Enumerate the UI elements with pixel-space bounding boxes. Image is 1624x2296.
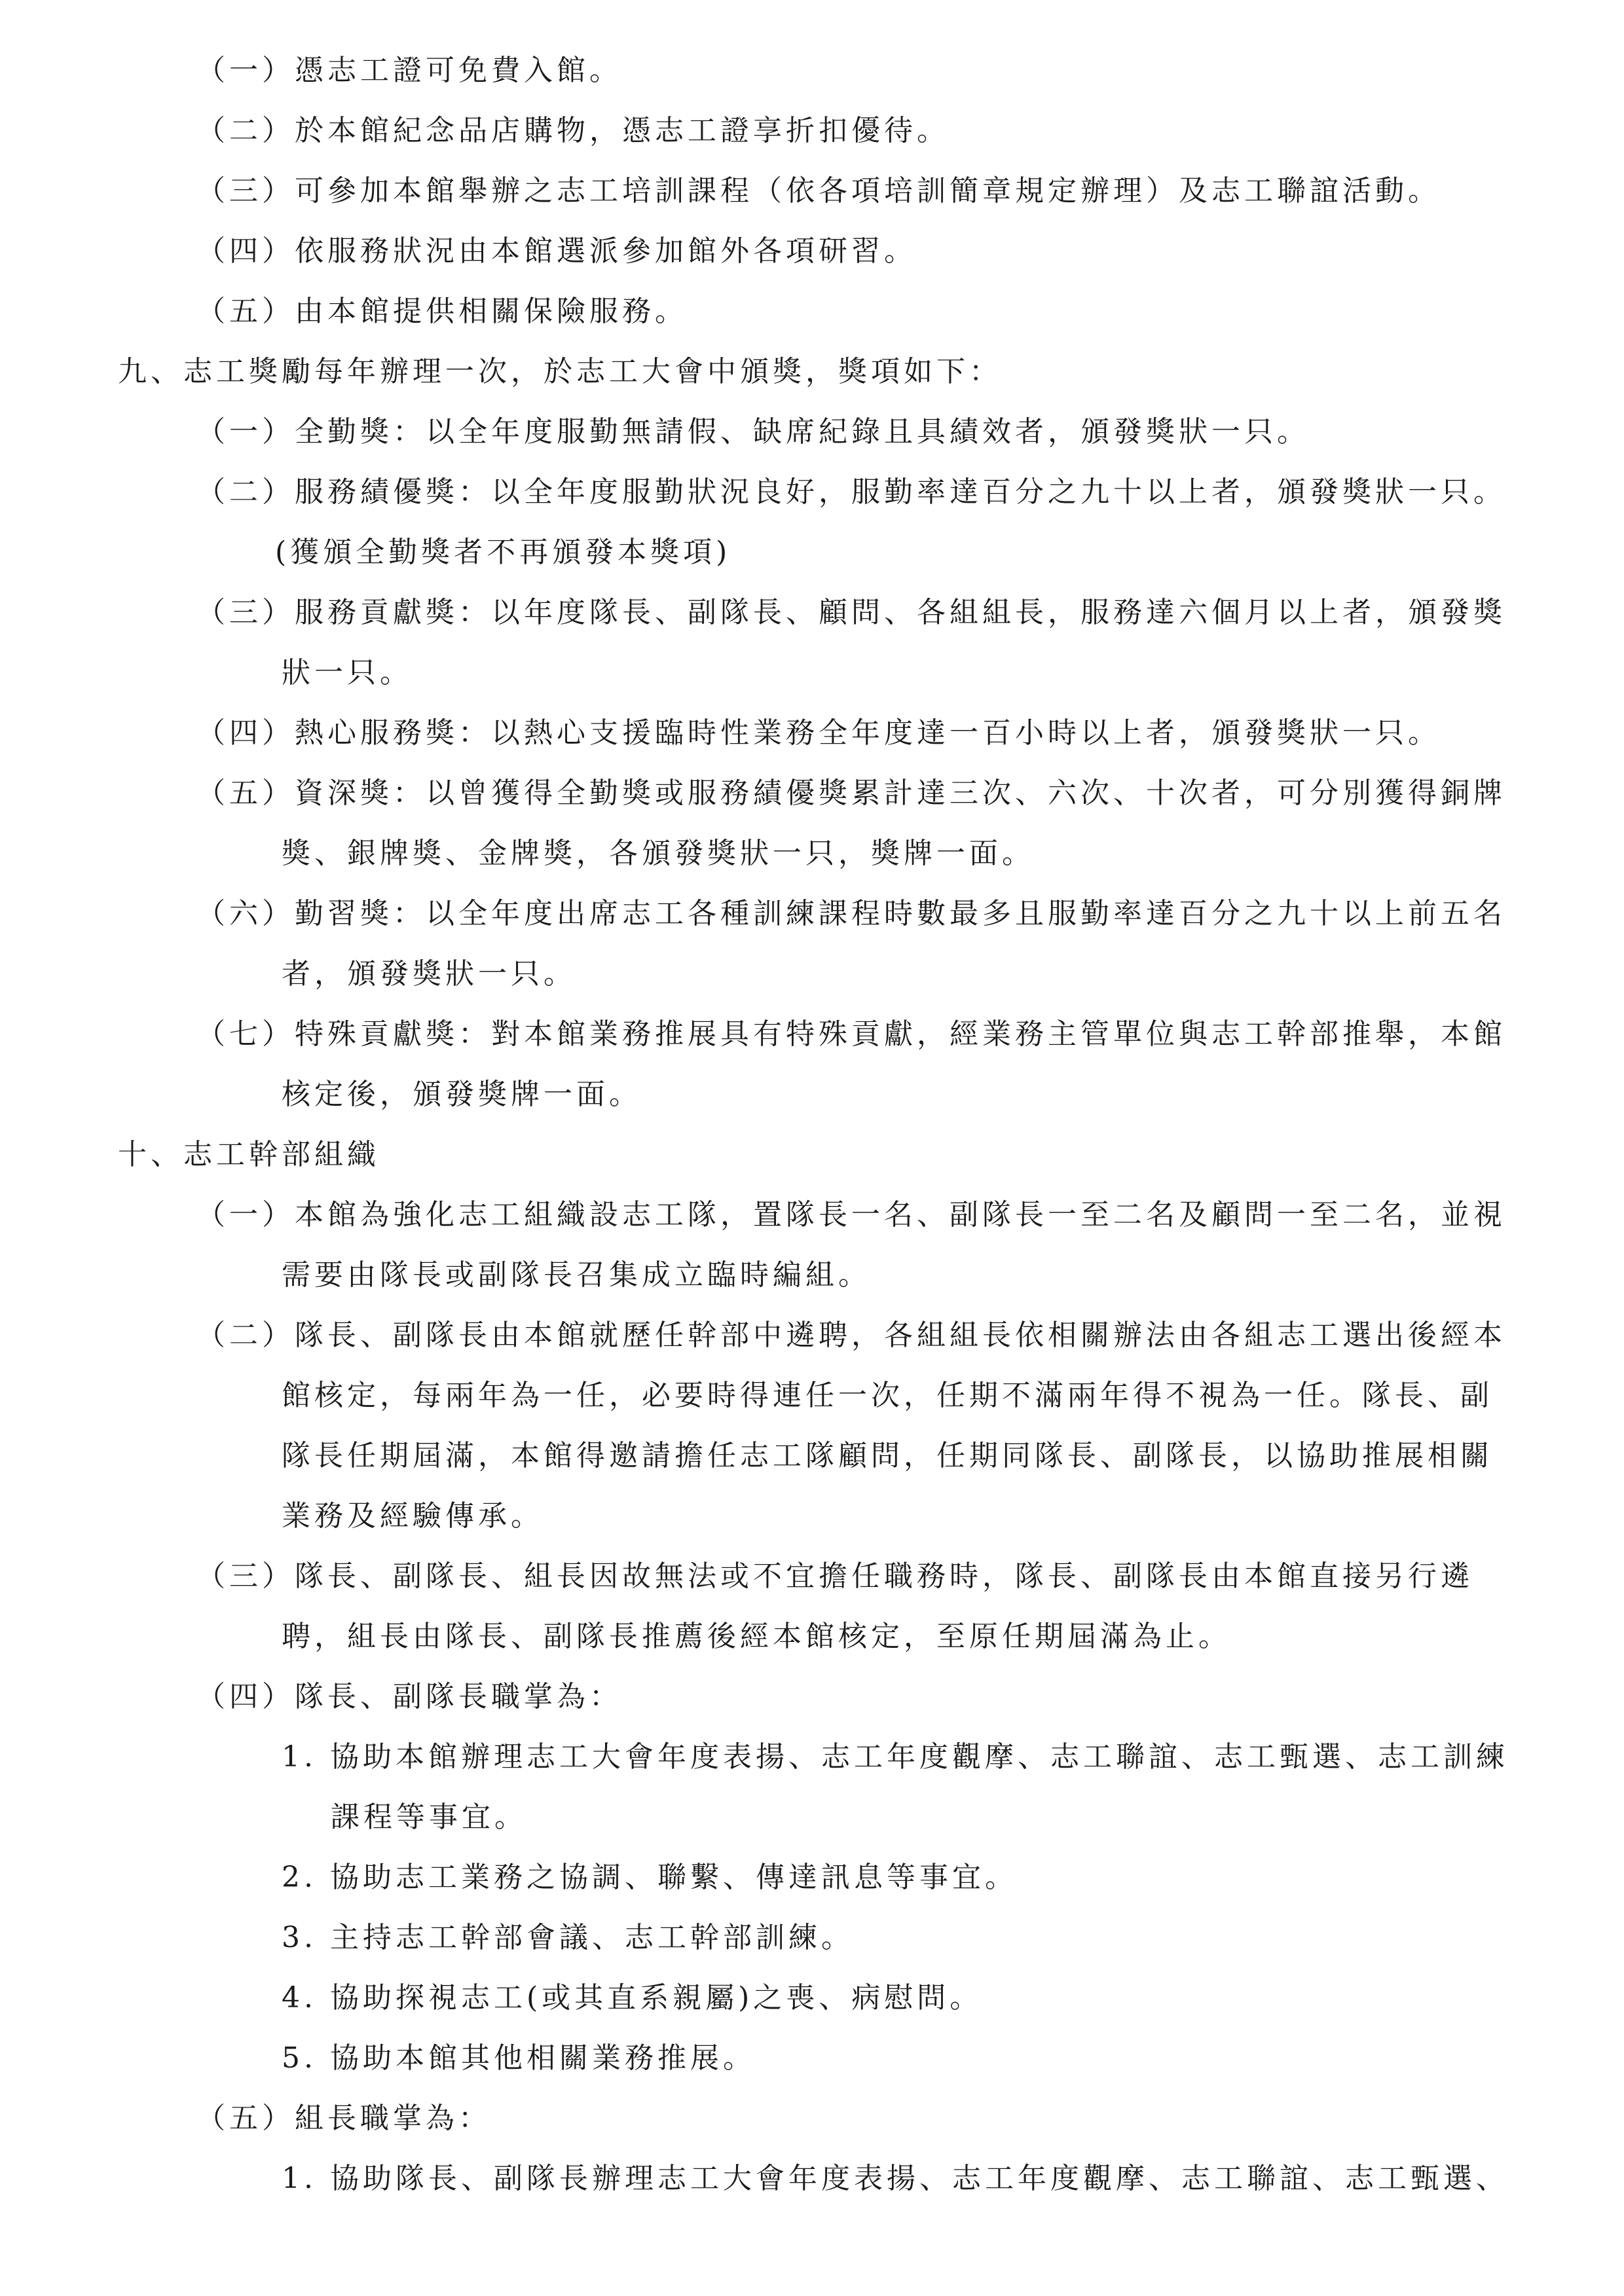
text-line: 館核定，每兩年為一任，必要時得連任一次，任期不滿兩年得不視為一任。隊長、副 <box>282 1379 1493 1412</box>
text-line: 隊長任期屆滿，本館得邀請擔任志工隊顧問，任期同隊長、副隊長，以協助推展相關 <box>282 1439 1493 1472</box>
text-line: （五）由本館提供相關保險服務。 <box>196 295 688 328</box>
text-line: 者，頒發獎狀一只。 <box>282 957 576 991</box>
text-line: 課程等事宜。 <box>331 1800 527 1834</box>
text-line: （二）隊長、副隊長由本館就歷任幹部中遴聘，各組組長依相關辦法由各組志工選出後經本 <box>196 1319 1506 1352</box>
text-line: 需要由隊長或副隊長召集成立臨時編組。 <box>282 1258 871 1292</box>
text-line: （四）隊長、副隊長職掌為： <box>196 1680 622 1713</box>
text-line: （六）勤習獎：以全年度出席志工各種訓練課程時數最多且服勤率達百分之九十以上前五名 <box>196 897 1506 930</box>
text-line: 4. 協助探視志工(或其直系親屬)之喪、病慰問。 <box>282 1981 983 2014</box>
text-line: 2. 協助志工業務之協調、聯繫、傳達訊息等事宜。 <box>282 1861 1018 1894</box>
section-heading: 十、志工幹部組織 <box>118 1138 380 1171</box>
text-line: （一）本館為強化志工組織設志工隊，置隊長一名、副隊長一至二名及顧問一至二名，並視 <box>196 1198 1506 1231</box>
text-line: （四）依服務狀況由本館選派參加館外各項研習。 <box>196 234 917 268</box>
text-line: （二）於本館紀念品店購物，憑志工證享折扣優待。 <box>196 114 950 147</box>
section-heading: 九、志工獎勵每年辦理一次，於志工大會中頒獎，獎項如下： <box>118 355 1002 388</box>
text-line: （七）特殊貢獻獎：對本館業務推展具有特殊貢獻，經業務主管單位與志工幹部推舉，本館 <box>196 1017 1506 1051</box>
text-line: 業務及經驗傳承。 <box>282 1499 544 1533</box>
text-line: （二）服務績優獎：以全年度服勤狀況良好，服勤率達百分之九十以上者，頒發獎狀一只。 <box>196 475 1506 509</box>
text-line: (獲頒全勤獎者不再頒發本獎項) <box>275 536 731 569</box>
text-line: （三）隊長、副隊長、組長因故無法或不宜擔任職務時，隊長、副隊長由本館直接另行遴 <box>196 1559 1473 1593</box>
text-line: （三）可參加本館舉辦之志工培訓課程（依各項培訓簡章規定辦理）及志工聯誼活動。 <box>196 174 1441 208</box>
text-line: 聘，組長由隊長、副隊長推薦後經本館核定，至原任期屆滿為止。 <box>282 1620 1231 1653</box>
text-line: 5. 協助本館其他相關業務推展。 <box>282 2041 756 2075</box>
text-line: （一）全勤獎：以全年度服勤無請假、缺席紀錄且具績效者，頒發獎狀一只。 <box>196 415 1310 448</box>
text-line: 1. 協助隊長、副隊長辦理志工大會年度表揚、志工年度觀摩、志工聯誼、志工甄選、 <box>282 2162 1509 2195</box>
text-line: 3. 主持志工幹部會議、志工幹部訓練。 <box>282 1921 854 1954</box>
text-line: 狀一只。 <box>282 656 413 689</box>
text-line: （一）憑志工證可免費入館。 <box>196 54 622 87</box>
text-line: 核定後，頒發獎牌一面。 <box>282 1078 642 1111</box>
text-line: （四）熱心服務獎：以熱心支援臨時性業務全年度達一百小時以上者，頒發獎狀一只。 <box>196 716 1441 750</box>
text-line: 獎、銀牌獎、金牌獎，各頒發獎狀一只，獎牌一面。 <box>282 837 1035 870</box>
text-line: （五）組長職掌為： <box>196 2102 491 2135</box>
text-line: （三）服務貢獻獎：以年度隊長、副隊長、顧問、各組組長，服務達六個月以上者，頒發獎 <box>196 596 1506 629</box>
text-line: （五）資深獎：以曾獲得全勤獎或服務績優獎累計達三次、六次、十次者，可分別獲得銅牌 <box>196 776 1506 810</box>
text-line: 1. 協助本館辦理志工大會年度表揚、志工年度觀摩、志工聯誼、志工甄選、志工訓練 <box>282 1740 1509 1774</box>
